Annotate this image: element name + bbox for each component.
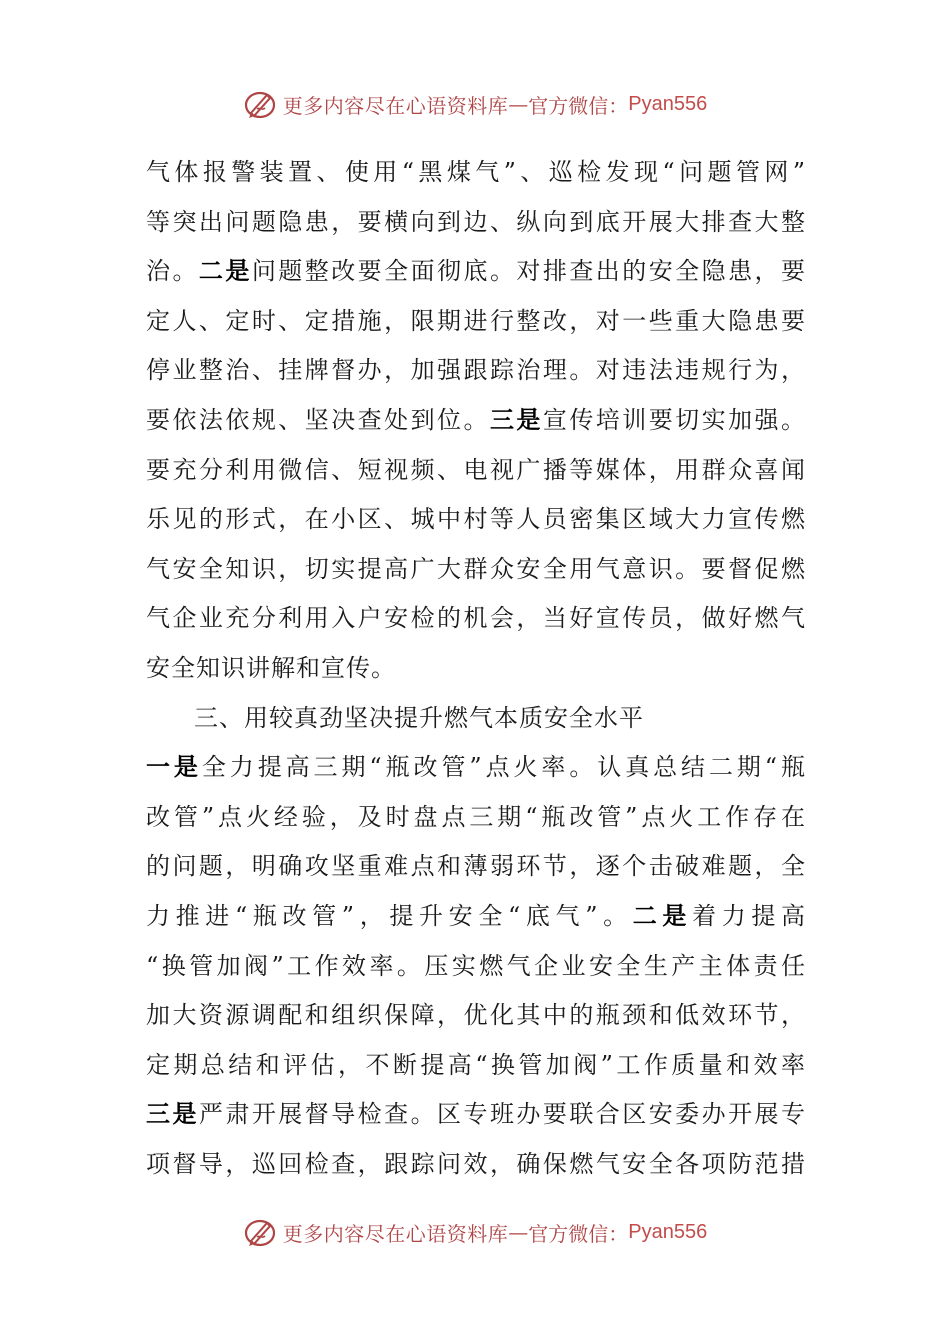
text-line [146,346,806,396]
watermark-dash: — [508,1220,529,1244]
text-segment: 改管”点火经验，及时盘点三期“瓶改管”点火工作存在 [146,802,806,831]
text-line [146,991,806,1041]
text-segment: “换管加阀”工作效率。压实燃气企业安全生产主体责任 [146,951,806,980]
text-line [146,198,806,248]
text-segment: 气体报警装置、使用“黑煤气”、巡检发现“问题管网” [146,158,806,186]
text-segment: 停业整治、挂牌督办，加强跟踪治理。对违法违规行为， [146,356,806,385]
bold-ordinal: 三是 [489,405,543,434]
text-segment: 定人、定时、定措施，限期进行整改，对一些重大隐患要 [146,306,806,335]
watermark-site-text: 更多内容尽在心语资料库 [282,1221,509,1246]
text-segment: 加大资源调配和组织保障，优化其中的瓶颈和低效环节， [146,1001,806,1030]
watermark-wechat-label: 官方微信： [528,93,629,118]
text-segment: 力推进“瓶改管”，提升安全“底气”。 [146,901,633,930]
bold-ordinal: 三是 [146,1100,199,1129]
text-line [146,545,806,595]
text-segment: 治。 [146,257,199,286]
text-segment: 气安全知识，切实提高广大群众安全用气意识。要督促燃 [146,554,806,583]
text-line [146,842,806,892]
text-segment: 乐见的形式，在小区、城中村等人员密集区域大力宣传燃 [146,505,806,534]
text-segment: 定期总结和评估，不断提高“换管加阀”工作质量和效率 [146,1050,806,1079]
bold-ordinal: 二是 [198,257,252,286]
text-line [146,892,806,942]
watermark-dash: — [508,92,529,116]
text-line [146,297,806,347]
pen-logo-icon [243,87,277,121]
text-segment: 全力提高三期“瓶改管”点火率。认真总结二期“瓶 [201,753,806,782]
text-line [146,644,806,694]
text-segment: 宣传培训要切实加强。 [542,405,806,434]
text-line [146,594,806,644]
watermark-wechat-id: Pyan556 [628,92,708,115]
text-segment: 严肃开展督导检查。区专班办要联合区安委办开展专 [198,1100,806,1129]
bold-ordinal: 二是 [632,901,693,930]
watermark-wechat-label: 官方微信： [528,1221,629,1246]
text-segment: 安全知识讲解和宣传。 [146,653,396,682]
text-line [146,793,806,843]
text-line [146,396,806,446]
text-line [146,1140,806,1190]
text-line [146,942,806,992]
text-segment: 要依法依规、坚决查处到位。 [146,405,490,434]
text-segment: 着力提高 [692,901,806,930]
text-segment: 问题整改要全面彻底。对排查出的安全隐患，要 [251,257,806,286]
text-line [146,247,806,297]
text-line [146,743,806,793]
text-segment: 三、用较真劲坚决提升燃气本质安全水平 [194,703,644,732]
document-body [146,148,806,1189]
text-segment: 等突出问题隐患，要横向到边、纵向到底开展大排查大整 [146,207,806,236]
text-segment: 项督导，巡回检查，跟踪问效，确保燃气安全各项防范措 [146,1149,806,1178]
text-line [146,446,806,496]
section-heading [146,694,806,744]
watermark-banner-top [0,84,950,124]
text-segment: 气企业充分利用入户安检的机会，当好宣传员，做好燃气 [146,604,806,633]
watermark-wechat-id: Pyan556 [628,1220,708,1243]
text-line [146,148,806,198]
bold-ordinal: 一是 [146,753,202,782]
pen-logo-icon [243,1215,277,1249]
text-segment: 的问题，明确攻坚重难点和薄弱环节，逐个击破难题，全 [146,852,806,881]
text-line [146,495,806,545]
watermark-site-text: 更多内容尽在心语资料库 [282,93,509,118]
text-segment: 要充分利用微信、短视频、电视广播等媒体，用群众喜闻 [146,455,806,484]
text-line [146,1090,806,1140]
text-line [146,1041,806,1091]
watermark-banner-bottom [0,1212,950,1252]
